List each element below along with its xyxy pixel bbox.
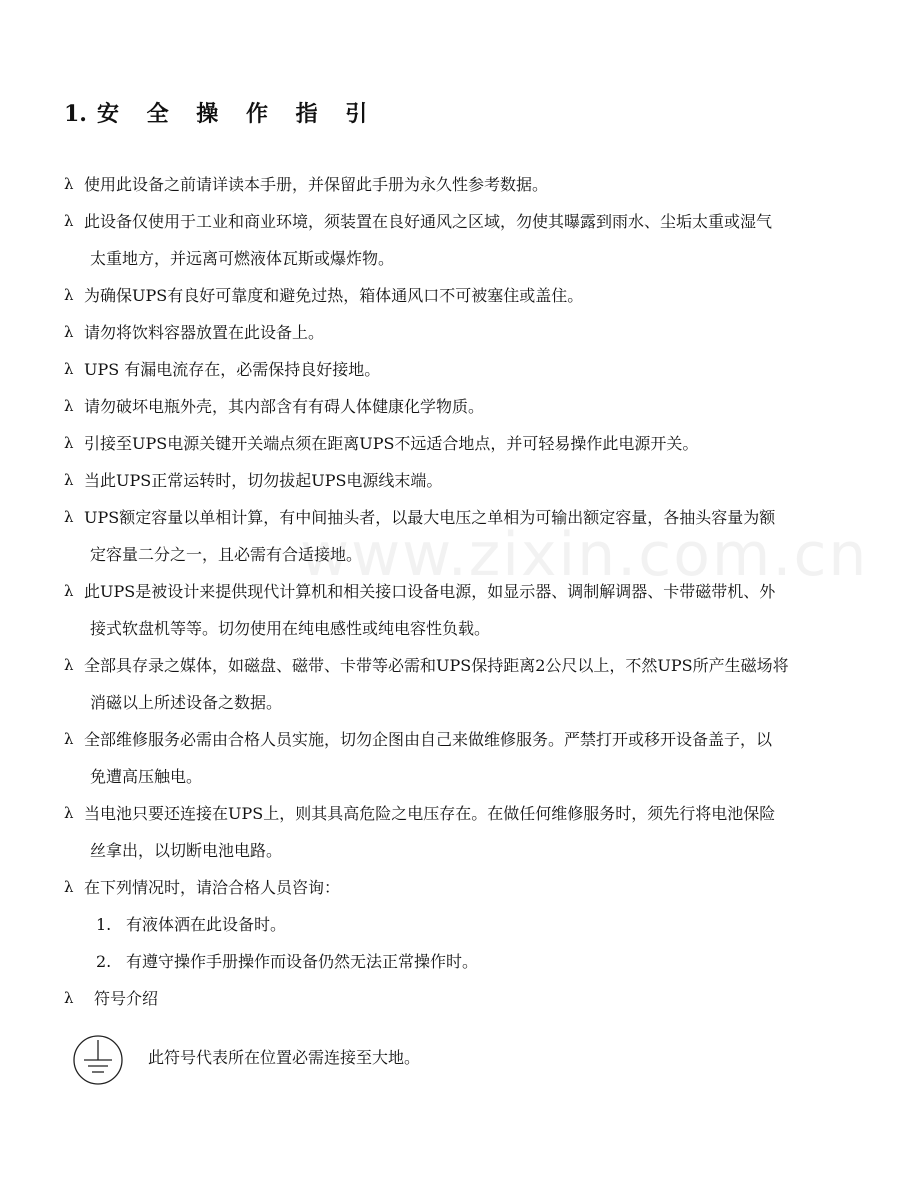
bullet-icon: λ (64, 582, 74, 600)
item-line: 为确保UPS有良好可靠度和避免过热，箱体通风口不可被塞住或盖住。 (84, 286, 584, 305)
list-item (64, 462, 864, 499)
bullet-icon: λ (64, 286, 74, 304)
bullet-icon: λ (64, 989, 74, 1007)
list-item (64, 795, 864, 869)
item-line: 使用此设备之前请详读本手册，并保留此手册为永久性参考数据。 (84, 175, 549, 194)
bullet-icon: λ (64, 730, 74, 748)
symbol-heading: 符号介绍 (94, 989, 159, 1008)
watermark: www.zixin.com.cn (300, 520, 869, 590)
item-line: 在下列情况时，请洽合格人员咨询： (84, 878, 341, 897)
list-item-text (84, 388, 864, 425)
item-line: 此UPS是被设计来提供现代计算机和相关接口设备电源，如显示器、调制解调器、卡带磁带机、外 (84, 582, 776, 601)
bullet-icon: λ (64, 878, 74, 896)
section-number: 1. (64, 101, 87, 127)
list-item (64, 314, 864, 351)
sub-list-item (64, 906, 864, 943)
list-item-text (84, 351, 864, 388)
list-item-text (84, 166, 864, 203)
section-title (64, 96, 377, 132)
sub-item-text: 有液体洒在此设备时。 (126, 915, 287, 934)
item-continuation-line: 免遭高压触电。 (90, 767, 203, 786)
symbol-description: 此符号代表所在位置必需连接至大地。 (148, 1048, 421, 1067)
sub-list-item (64, 943, 864, 980)
bullet-icon: λ (64, 656, 74, 674)
sub-item-text: 有遵守操作手册操作而设备仍然无法正常操作时。 (126, 952, 479, 971)
symbol-row (72, 1034, 772, 1090)
bullet-icon: λ (64, 434, 74, 452)
bullet-icon: λ (64, 397, 74, 415)
list-item-text (84, 795, 864, 869)
bullet-icon: λ (64, 175, 74, 193)
item-continuation-line: 定容量二分之一，且必需有合适接地。 (90, 545, 363, 564)
bullet-icon: λ (64, 804, 74, 822)
sub-item-number: 1. (96, 915, 112, 934)
item-line: 请勿将饮料容器放置在此设备上。 (84, 323, 325, 342)
item-line: 全部具存录之媒体，如磁盘、磁带、卡带等必需和UPS保持距离2公尺以上，不然UPS所产生磁场将 (84, 656, 789, 675)
item-continuation-line: 消磁以上所述设备之数据。 (90, 693, 283, 712)
list-item-text (84, 721, 864, 795)
list-item-text (84, 314, 864, 351)
bullet-icon: λ (64, 360, 74, 378)
list-item (64, 388, 864, 425)
list-item (64, 203, 864, 277)
list-item-text (84, 277, 864, 314)
item-line: 此设备仅使用于工业和商业环境，须装置在良好通风之区域，勿使其曝露到雨水、尘垢太重或湿气 (84, 212, 773, 231)
item-line: 引接至UPS电源关键开关端点须在距离UPS不远适合地点，并可轻易操作此电源开关。 (84, 434, 699, 453)
list-item (64, 647, 864, 721)
sub-item-number: 2. (96, 952, 112, 971)
bullet-icon: λ (64, 323, 74, 341)
item-line: UPS额定容量以单相计算，有中间抽头者，以最大电压之单相为可输出额定容量，各抽头容量为额 (84, 508, 776, 527)
sub-item-list (64, 906, 864, 980)
bullet-icon: λ (64, 508, 74, 526)
item-continuation-line: 接式软盘机等等。切勿使用在纯电感性或纯电容性负载。 (90, 619, 491, 638)
list-item (64, 351, 864, 388)
list-item-text (84, 647, 864, 721)
bullet-icon: λ (64, 212, 74, 230)
item-line: 全部维修服务必需由合格人员实施，切勿企图由自己来做维修服务。严禁打开或移开设备盖子，以 (84, 730, 773, 749)
list-item (64, 869, 864, 906)
section-title-text: 安 全 操 作 指 引 (96, 101, 378, 127)
item-line: UPS 有漏电流存在，必需保持良好接地。 (84, 360, 381, 379)
list-item (64, 721, 864, 795)
symbol-heading-item (64, 980, 864, 1017)
bullet-icon: λ (64, 471, 74, 489)
list-item (64, 166, 864, 203)
item-line: 当此UPS正常运转时，切勿拔起UPS电源线末端。 (84, 471, 443, 490)
safety-instructions-list (64, 166, 864, 1017)
item-line: 当电池只要还连接在UPS上，则其具高危险之电压存在。在做任何维修服务时，须先行将电池保险 (84, 804, 776, 823)
list-item (64, 425, 864, 462)
list-item-text (84, 869, 864, 906)
ground-icon (72, 1034, 124, 1086)
item-line: 请勿破坏电瓶外壳，其内部含有有碍人体健康化学物质。 (84, 397, 485, 416)
item-continuation-line: 丝拿出，以切断电池电路。 (90, 841, 283, 860)
list-item (64, 277, 864, 314)
list-item-text (84, 203, 864, 277)
list-item-text (84, 425, 864, 462)
item-continuation-line: 太重地方，并远离可燃液体瓦斯或爆炸物。 (90, 249, 395, 268)
list-item-text (84, 462, 864, 499)
